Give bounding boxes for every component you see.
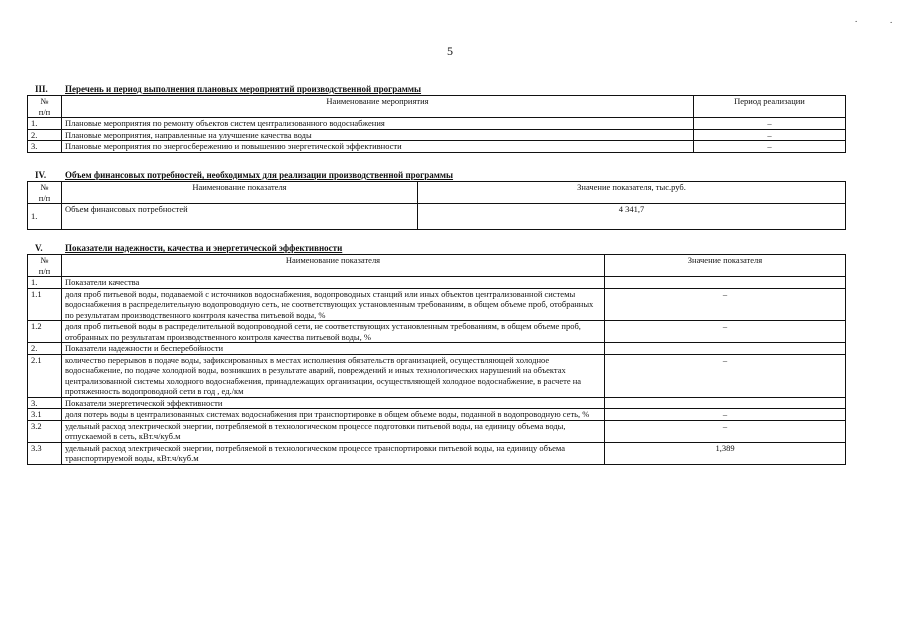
table-row — [28, 321, 846, 343]
row-period: – — [694, 129, 846, 141]
table-row — [28, 420, 846, 442]
row-number: 3. — [28, 141, 62, 153]
section-3-table — [27, 95, 846, 153]
row-value: – — [605, 420, 846, 442]
section-4-title: Объем финансовых потребностей, необходимых для реализации производственной программы — [65, 170, 454, 180]
section-4-number: IV. — [35, 170, 47, 180]
table-header-row — [28, 182, 846, 204]
section-5-number: V. — [35, 243, 43, 253]
row-value — [605, 397, 846, 409]
row-name: удельный расход электрической энергии, потребляемой в технологическом процессе подготовки питьевой воды, на единицу объема воды, отпускаемой в сеть, кВт.ч/куб.м — [62, 420, 605, 442]
table-row — [28, 129, 846, 141]
row-name: удельный расход электрической энергии, потребляемой в технологическом процессе транспортировки питьевой воды, на единицу объема транспортируемой воды, кВт.ч/куб.м — [62, 442, 605, 464]
num-header: № п/п — [28, 182, 62, 204]
name-header: Наименование показателя — [62, 182, 418, 204]
value-header: Значение показателя, тыс.руб. — [418, 182, 846, 204]
section-3-heading — [35, 84, 421, 94]
row-value: – — [605, 288, 846, 321]
row-value: – — [605, 321, 846, 343]
row-period: – — [694, 141, 846, 153]
table-header-row — [28, 96, 846, 118]
row-value: – — [605, 354, 846, 397]
row-value — [605, 277, 846, 289]
section-3-number: III. — [35, 84, 48, 94]
section-5-table — [27, 254, 846, 465]
row-name: Плановые мероприятия, направленные на улучшение качества воды — [62, 129, 694, 141]
value-header: Значение показателя — [605, 255, 846, 277]
name-header: Наименование мероприятия — [62, 96, 694, 118]
row-number: 1. — [28, 277, 62, 289]
table-row — [28, 354, 846, 397]
row-number: 1.2 — [28, 321, 62, 343]
row-number: 1. — [28, 204, 62, 230]
row-name: Объем финансовых потребностей — [62, 204, 418, 230]
row-number: 3. — [28, 397, 62, 409]
page-number: 5 — [447, 44, 453, 58]
row-value — [605, 343, 846, 355]
row-value: – — [605, 409, 846, 421]
row-name: доля проб питьевой воды в распределительной водопроводной сети, не соответствующих установленным требованиям, в общем объеме проб, отобранных по результатам производственного контроля качества питьевой воды, % — [62, 321, 605, 343]
scan-speck: . — [890, 15, 893, 25]
row-number: 3.2 — [28, 420, 62, 442]
section-3-title: Перечень и период выполнения плановых мероприятий производственной программы — [65, 84, 422, 94]
row-name: Показатели качества — [62, 277, 605, 289]
table-row — [28, 409, 846, 421]
row-name: количество перерывов в подаче воды, зафиксированных в местах исполнения обязательств организацией, осуществляющей холодное водоснабжение, по подаче холодной воды, возникших в результате аварий, повреждений и иных технологических нарушений на объектах централизованной системы холодного водоснабжения, принадлежащих организации, осуществляющей холодное водоснабжение, в расчете на протяженность водопроводной сети в год , ед./км — [62, 354, 605, 397]
row-period: – — [694, 118, 846, 130]
section-5-heading — [35, 243, 342, 253]
period-header: Период реализации — [694, 96, 846, 118]
row-name: Показатели надежности и бесперебойности — [62, 343, 605, 355]
scan-speck: . — [855, 14, 858, 24]
row-name: доля проб питьевой воды, подаваемой с источников водоснабжения, водопроводных станций или иных объектов централизованной системы водоснабжения в распределительную водопроводную сеть, не соответствующих установленным требованиям, в общем объеме проб, отобранных по результатам производственного контроля качества питьевой воды, % — [62, 288, 605, 321]
table-row — [28, 141, 846, 153]
table-row — [28, 118, 846, 130]
row-name: Плановые мероприятия по энергосбережению и повышению энергетической эффективности — [62, 141, 694, 153]
row-number: 2.1 — [28, 354, 62, 397]
section-5-title: Показатели надежности, качества и энергетической эффективности — [65, 243, 343, 253]
row-number: 1.1 — [28, 288, 62, 321]
table-row — [28, 397, 846, 409]
row-number: 2. — [28, 343, 62, 355]
row-number: 3.1 — [28, 409, 62, 421]
row-number: 2. — [28, 129, 62, 141]
num-header: № п/п — [28, 255, 62, 277]
row-number: 1. — [28, 118, 62, 130]
row-value: 1,389 — [605, 442, 846, 464]
table-header-row — [28, 255, 846, 277]
section-4-heading — [35, 170, 453, 180]
row-name: Показатели энергетической эффективности — [62, 397, 605, 409]
row-name: Плановые мероприятия по ремонту объектов систем централизованного водоснабжения — [62, 118, 694, 130]
section-4-table — [27, 181, 846, 230]
table-row — [28, 277, 846, 289]
row-name: доля потерь воды в централизованных системах водоснабжения при транспортировке в общем объеме воды, поданной в водопроводную сеть, % — [62, 409, 605, 421]
num-header: № п/п — [28, 96, 62, 118]
name-header: Наименование показателя — [62, 255, 605, 277]
table-row — [28, 204, 846, 230]
row-value: 4 341,7 — [418, 204, 846, 230]
row-number: 3.3 — [28, 442, 62, 464]
table-row — [28, 288, 846, 321]
table-row — [28, 442, 846, 464]
table-row — [28, 343, 846, 355]
